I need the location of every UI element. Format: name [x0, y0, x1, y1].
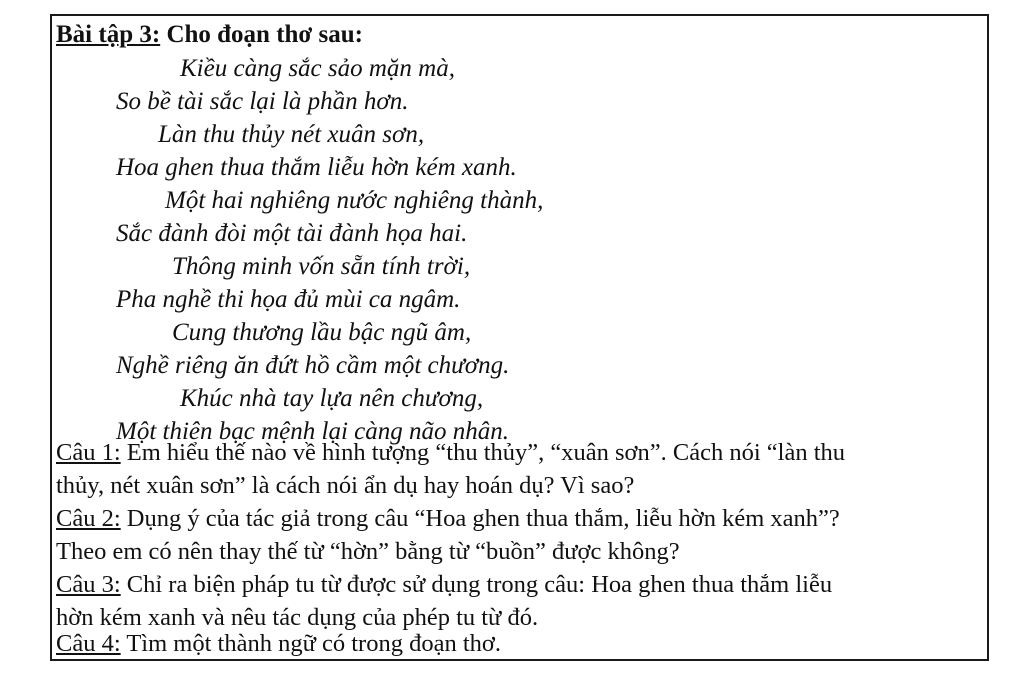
question-text: Tìm một thành ngữ có trong đoạn thơ. [120, 630, 501, 657]
poem-line: Một thiên bạc mệnh lại càng não nhân. [116, 418, 509, 445]
poem-line: Hoa ghen thua thắm liễu hờn kém xanh. [116, 154, 517, 181]
question-1 [56, 436, 987, 469]
question-3 [56, 568, 987, 601]
exercise-box [50, 14, 989, 661]
question-label: Câu 2: [56, 505, 121, 532]
question-text: Dụng ý của tác giả trong câu “Hoa ghen thua thắm, liễu hờn kém xanh”? [120, 505, 840, 532]
poem-line: Thông minh vốn sẵn tính trời, [172, 253, 471, 280]
question-text: Chỉ ra biện pháp tu từ được sử dụng trong câu: Hoa ghen thua thắm liễu [120, 571, 833, 598]
question-text: Em hiểu thế nào về hình tượng “thu thủy”, “xuân sơn”. Cách nói “làn thu [120, 439, 845, 466]
question-label: Câu 4: [56, 630, 121, 657]
poem-line: Khúc nhà tay lựa nên chương, [180, 385, 484, 412]
question-3-continued: hờn kém xanh và nêu tác dụng của phép tu từ đó. [56, 604, 539, 631]
question-label: Câu 1: [56, 439, 121, 466]
poem-line: Một hai nghiêng nước nghiêng thành, [165, 187, 544, 214]
exercise-heading [56, 18, 363, 52]
question-4 [56, 627, 987, 660]
poem-line: So bề tài sắc lại là phần hơn. [116, 88, 409, 115]
poem-line: Nghề riêng ăn đứt hồ cầm một chương. [116, 352, 510, 379]
question-label: Câu 3: [56, 571, 121, 598]
exercise-title: Cho đoạn thơ sau: [166, 21, 363, 48]
poem-line: Kiều càng sắc sảo mặn mà, [180, 55, 455, 82]
poem-line: Cung thương lầu bậc ngũ âm, [172, 319, 472, 346]
question-2 [56, 502, 987, 535]
poem-line: Làn thu thủy nét xuân sơn, [158, 121, 425, 148]
exercise-label: Bài tập 3: [56, 21, 161, 48]
poem-line: Pha nghề thi họa đủ mùi ca ngâm. [116, 286, 461, 313]
question-2-continued: Theo em có nên thay thế từ “hờn” bằng từ “buồn” được không? [56, 538, 680, 565]
question-1-continued: thủy, nét xuân sơn” là cách nói ẩn dụ hay hoán dụ? Vì sao? [56, 472, 635, 499]
poem-line: Sắc đành đòi một tài đành họa hai. [116, 220, 468, 247]
